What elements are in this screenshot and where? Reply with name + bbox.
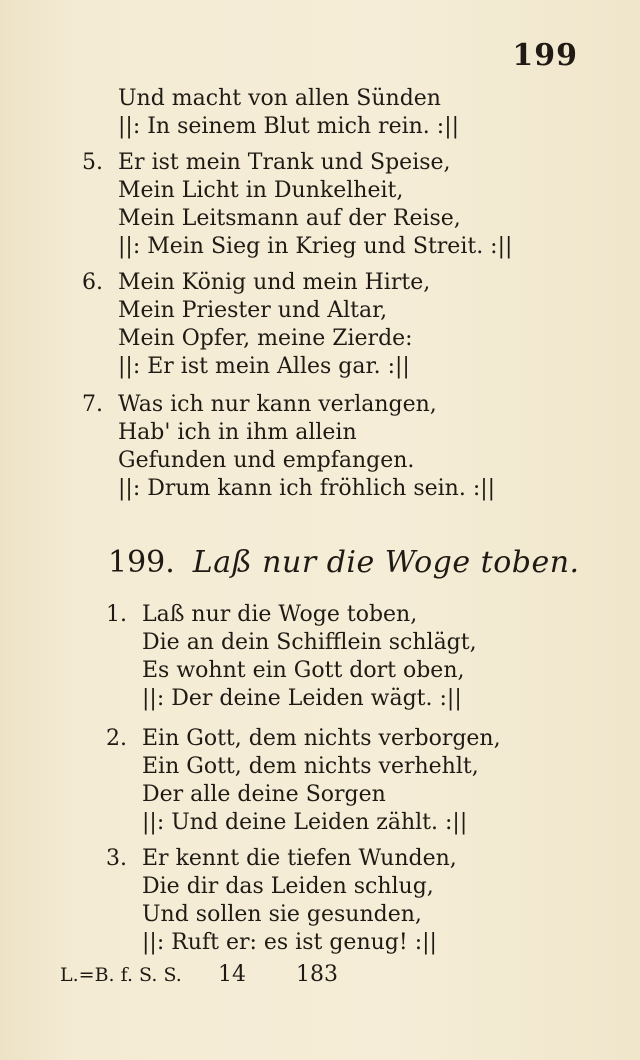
verse-line: ||: Drum kann ich fröhlich sein. :||: [118, 476, 496, 501]
verse-line: Mein Leitsmann auf der Reise,: [118, 206, 461, 231]
verse-line: Ein Gott, dem nichts verborgen,: [142, 726, 501, 751]
printer-signature: L.=B. f. S. S.: [60, 964, 182, 986]
verse-line: Der alle deine Sorgen: [142, 782, 386, 807]
verse-line: ||: Und deine Leiden zählt. :||: [142, 810, 468, 835]
verse-line: ||: Mein Sieg in Krieg und Streit. :||: [118, 234, 513, 259]
verse-line: Mein Priester und Altar,: [118, 298, 388, 323]
verse-number: 3.: [106, 846, 127, 871]
folio-number: 183: [296, 962, 338, 987]
verse-line: Hab' ich in ihm allein: [118, 420, 357, 445]
continued-line: Und macht von allen Sünden: [118, 86, 441, 111]
verse-line: Die an dein Schifflein schlägt,: [142, 630, 477, 655]
sheet-number: 14: [218, 962, 246, 987]
hymn-number: 199.: [108, 545, 175, 580]
verse-number: 7.: [82, 392, 103, 417]
verse-line: Was ich nur kann verlangen,: [118, 392, 437, 417]
hymn-heading: [108, 545, 580, 581]
verse-line: Mein Licht in Dunkelheit,: [118, 178, 404, 203]
verse-line: Es wohnt ein Gott dort oben,: [142, 658, 465, 683]
verse-line: ||: Er ist mein Alles gar. :||: [118, 354, 410, 379]
verse-line: Und sollen sie gesunden,: [142, 902, 422, 927]
continued-line: ||: In seinem Blut mich rein. :||: [118, 114, 460, 139]
verse-line: Ein Gott, dem nichts verhehlt,: [142, 754, 479, 779]
verse-number: 2.: [106, 726, 127, 751]
verse-line: ||: Der deine Leiden wägt. :||: [142, 686, 462, 711]
page-number: 199: [512, 38, 578, 73]
verse-line: Mein Opfer, meine Zierde:: [118, 326, 413, 351]
verse-line: Mein König und mein Hirte,: [118, 270, 431, 295]
verse-line: Gefunden und empfangen.: [118, 448, 415, 473]
verse-number: 6.: [82, 270, 103, 295]
verse-number: 5.: [82, 150, 103, 175]
verse-line: Laß nur die Woge toben,: [142, 602, 418, 627]
verse-line: Er ist mein Trank und Speise,: [118, 150, 451, 175]
verse-number: 1.: [106, 602, 127, 627]
verse-line: Er kennt die tiefen Wunden,: [142, 846, 457, 871]
hymn-title: Laß nur die Woge toben.: [192, 545, 580, 580]
verse-line: Die dir das Leiden schlug,: [142, 874, 434, 899]
verse-line: ||: Ruft er: es ist genug! :||: [142, 930, 437, 955]
